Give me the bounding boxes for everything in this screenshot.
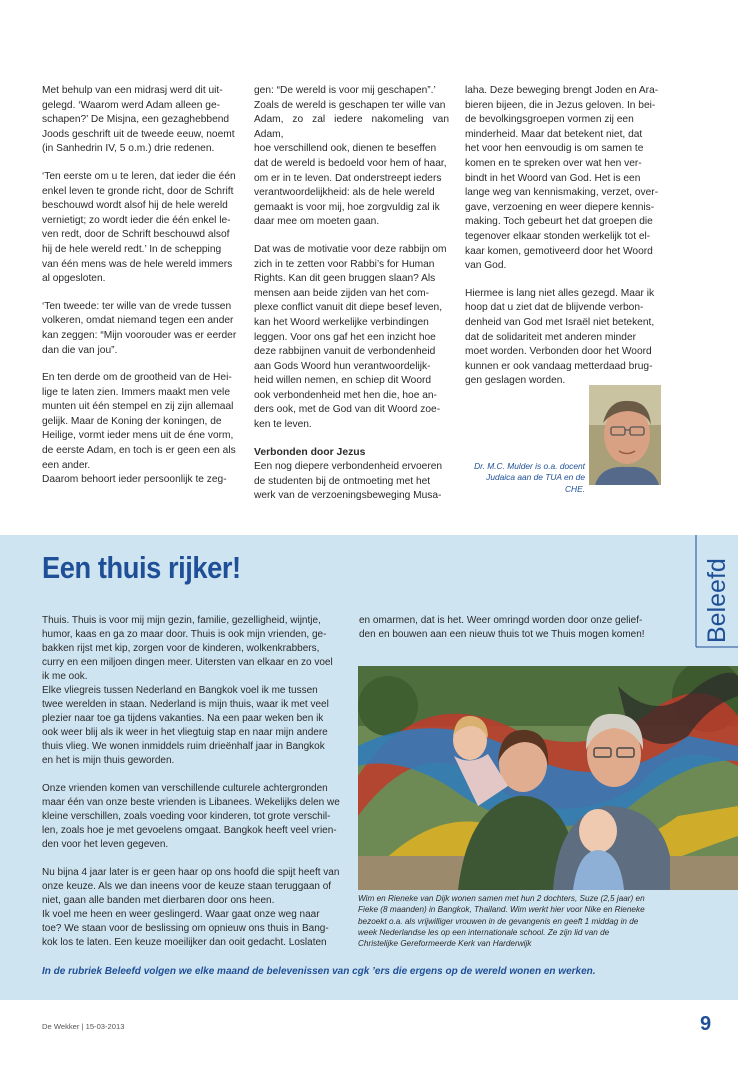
article-column-2 — [254, 84, 449, 504]
paragraph: Daarom behoort ieder persoonlijk te zeg- — [42, 474, 227, 486]
paragraph: laha. Deze beweging brengt Joden en Ara- bieren bijeen, die in Jezus geloven. In bei- de bevolkingsgroepen vormen zij een minderheid. Maar dat betekent niet, dat het voor hen eenvoudig is om samen te komen en te spreken over wat hen ver- bindt in het Woord van God. Het is een lange weg van kennismaking, verzet, over- gave, verzoening en weer diepere kennis- making. Toch gebeurt het dat groepen die tegenover elkaar stonden werkelijk tot el- kaar komen, gemotiveerd door het Woord van God. — [465, 85, 659, 272]
paragraph: Met behulp van een midrasj werd dit uit- gelegd. ‘Waarom werd Adam alleen ge- schapen?’ De Misjna, een gezaghebbend Joods geschrift uit de tweede eeuw, noemt (in Sanhedrin IV, 5 o.m.) drie redenen. — [42, 85, 235, 155]
article-title: Een thuis rijker! — [42, 550, 241, 585]
paragraph: Hiermee is lang niet alles gezegd. Maar ik hoop dat u ziet dat de blijvende verbon- denheid van God met Israël niet betekent, dat de solidariteit met anderen minder moet worden. Verbonden door het Woord kunnen er ook vandaag metterdaad brug- gen geslagen worden. — [465, 287, 655, 387]
paragraph: ‘Ten eerste om u te leren, dat ieder die één enkel leven te gronde richt, door de Schrift beschouwd wordt alsof hij de hele wereld vernietigt; zo wordt ieder die één enkel le- ven redt, door de Schrift beschouwd alsof hij de hele wereld redt.’ In de schepping van één mens was de hele wereld immers al opgesloten. — [42, 170, 236, 285]
paragraph: Thuis. Thuis is voor mij mijn gezin, familie, gezelligheid, wijntje, humor, kaas en ga zo maar door. Thuis is ook mijn vrienden, ge- bakken rijst met kip, zorgen voor de kinderen, wolkenkrabbers, curry en een miljoen dingen meer. Uitersten van elkaar en zo voel ik me ook. Elke vliegreis tussen Nederland en Bangkok voel ik me tussen twee werelden in staan. Nederland is mijn thuis, waar ik met veel plezier naar toe ga tijdens vakanties. Na een paar weken ben ik ook weer blij als ik weer in het vliegtuig stap en naar mijn andere thuis vlieg. We wonen inmiddels ruim drieënhalf jaar in Bangkok en het is mijn thuis geworden. — [42, 615, 333, 766]
subheading: Verbonden door Jezus — [254, 446, 366, 458]
paragraph: gen: “De wereld is voor mij geschapen”.’ Zoals de wereld is geschapen ter wille van Adam, zo zal iedere nakomeling van Adam, hoe verschillend ook, dienen te beseffen dat de wereld is bedoeld voor hem of haar, om er in te leven. Dat onderstreept ieders verantwoordelijkheid: als de hele wereld gemaakt is voor mij, hoe zorgvuldig zal ik daar mee om moeten gaan. — [254, 85, 449, 228]
rubric-text: Beleefd — [703, 558, 731, 643]
author-portrait — [589, 385, 661, 485]
article-column-3 — [465, 84, 661, 402]
page-number: 9 — [700, 1013, 712, 1035]
paragraph: Een nog diepere verbondenheid ervoeren de studenten bij de ontmoeting met het werk van de verzoeningsbeweging Musa- — [254, 461, 443, 502]
paragraph: En ten derde om de grootheid van de Hei- lige te laten zien. Immers maakt men vele munten uit één stempel en zij zijn allemaal gelijk. Maar de Koning der koningen, de Heilige, vormt ieder mens uit de éne vorm, de eerste Adam, en toch is er geen een als een ander. — [42, 372, 236, 471]
article-body-right — [359, 614, 664, 656]
photo-caption: Wim en Rieneke van Dijk wonen samen met hun 2 dochters, Suze (2,5 jaar) en Fieke (8 maanden) in Bangkok, Thailand. Wim werkt hier voor Nike en Rieneke bezoekt o.a. als vrijwilliger vrouwen in de gevangenis en geeft 1 middag in de week Nederlandse les op een internationale school. Ze zijn lid van de Christelijke Gereformeerde Kerk van Harderwijk — [358, 894, 645, 949]
article-body-left — [42, 614, 347, 964]
family-photo — [358, 666, 738, 890]
author-caption: Dr. M.C. Mulder is o.a. docent Judaica aan de TUA en de CHE. — [474, 461, 585, 494]
paragraph: ‘Ten tweede: ter wille van de vrede tussen volkeren, omdat niemand tegen een ander kan zeggen: “Mijn voorouder was er eerder dan die van jou”. — [42, 300, 237, 356]
paragraph: Nu bijna 4 jaar later is er geen haar op ons hoofd die spijt heeft van onze keuze. Als we dan ineens voor de keuze staan teruggaan of niet, gaan alle banden met dierbaren door ons heen. Ik voel me heen en weer geslingerd. Waar gaat onze weg naar toe? We staan voor de beslissing om opnieuw ons thuis in Bang- kok los te laten. Een keuze moeilijker dan ooit gedacht. Loslaten — [42, 867, 340, 948]
article-column-1 — [42, 84, 238, 488]
rubric-label — [693, 535, 738, 660]
paragraph: Dat was de motivatie voor deze rabbijn om zich in te zetten voor Rabbi’s for Human Rights. Kan dit geen bruggen slaan? Als mensen aan beide zijden van het com- plexe conflict vanuit dit diepe besef leven, kan het Woord werkelijke verbindingen leggen. Voor ons gaf het een inzicht hoe deze rabbijnen vanuit de verbondenheid aan Gods Woord hun verantwoordelijk- heid willen nemen, en schiep dit Woord ook verbondenheid met hen die, hoe an- ders ook, met de God van dit Woord zoe- ken te leven. — [254, 243, 447, 431]
rubric-note: In de rubriek Beleefd volgen we elke maand de belevenissen van cgk ’ers die ergens op de wereld wonen en werken. — [42, 966, 596, 977]
footer-publication: De Wekker | 15-03-2013 — [42, 1022, 125, 1031]
paragraph: Onze vrienden komen van verschillende culturele achtergronden maar één van onze beste vrienden is Libanees. Wekelijks delen we kleine verschillen, zoals voeding voor kinderen, tot grote verschil- len, zoals hoe je met gevoelens omgaat. Bangkok heeft veel vrien- den voor het leven gegeven. — [42, 783, 340, 850]
paragraph: en omarmen, dat is het. Weer omringd worden door onze gelief- den en bouwen aan een nieuw thuis tot we Thuis mogen komen! — [359, 615, 645, 640]
